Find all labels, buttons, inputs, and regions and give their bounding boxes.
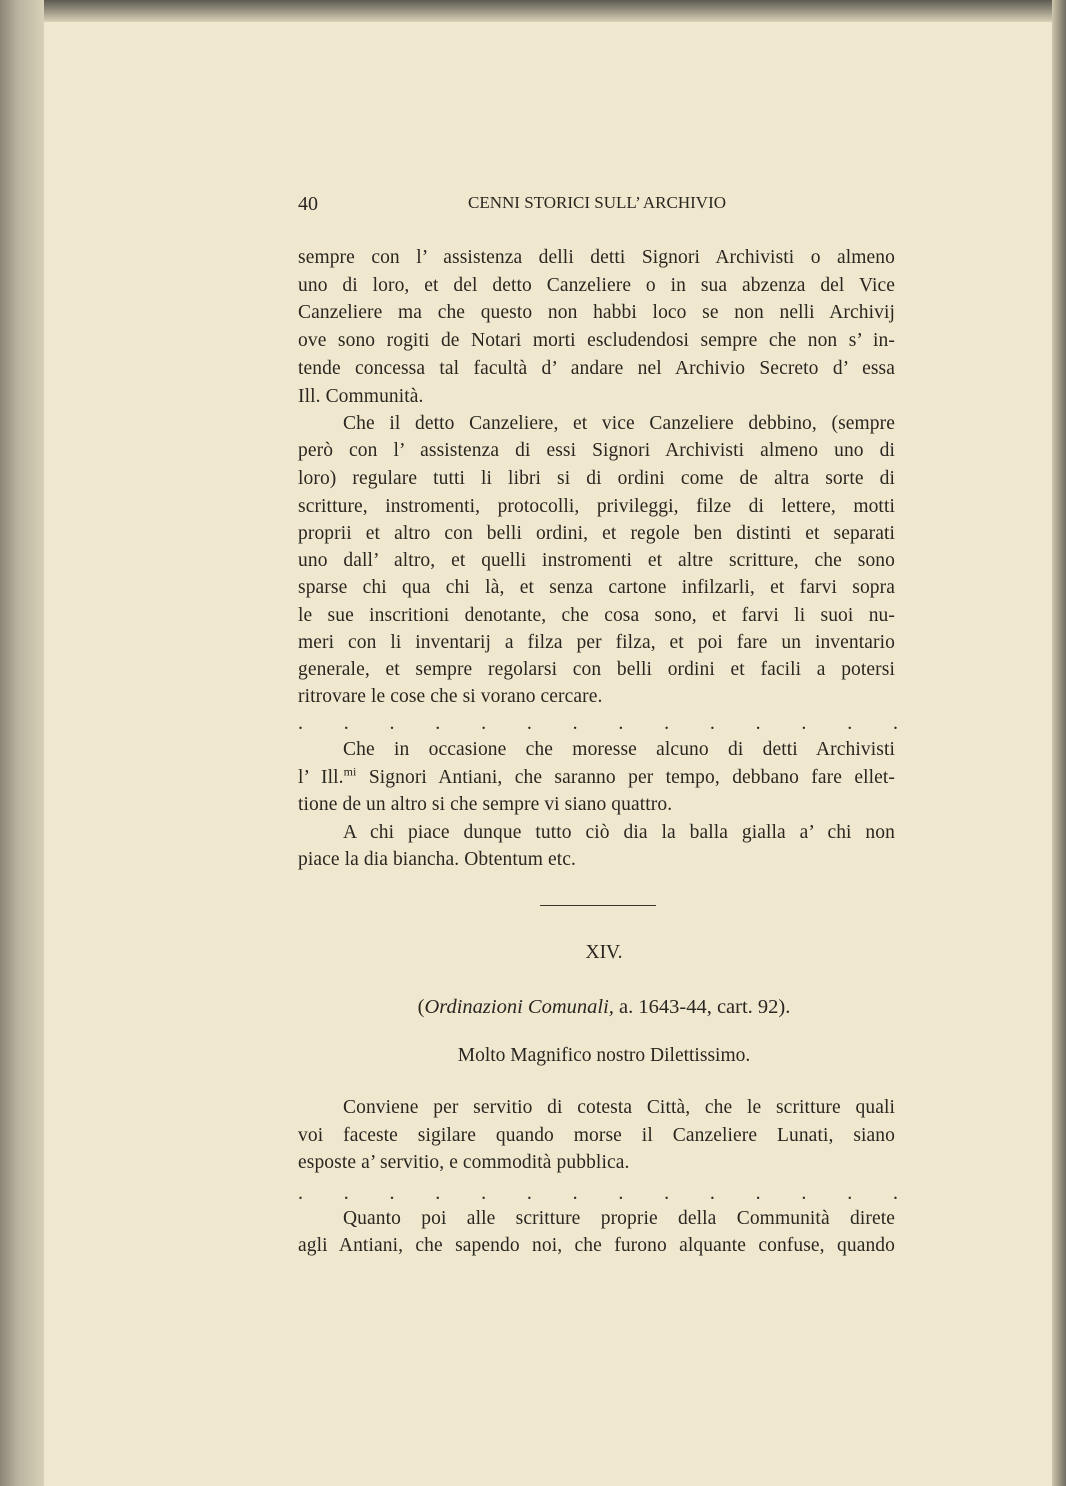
section-divider bbox=[540, 905, 656, 906]
superscript: mi bbox=[343, 764, 357, 779]
text-line: Canzeliere ma che questo non habbi loco se non nelli Archivij bbox=[298, 302, 895, 323]
salutation: Molto Magnifico nostro Dilettissimo. bbox=[457, 1045, 751, 1066]
text-line: sparse chi qua chi là, et senza cartone infilzarli, et farvi sopra bbox=[298, 577, 895, 598]
page-right-edge bbox=[1052, 0, 1066, 1486]
text-line: però con l’ assistenza di essi Signori Archivisti almeno uno di bbox=[298, 440, 895, 461]
text-line: Che il detto Canzeliere, et vice Canzeliere debbino, (sempre bbox=[343, 413, 895, 434]
text-line: Ill. Communità. bbox=[298, 386, 424, 407]
citation-paren: ( bbox=[417, 996, 425, 1018]
binding-edge bbox=[0, 0, 44, 1486]
text-line: tione de un altro si che sempre vi siano quattro. bbox=[298, 794, 673, 815]
text-line: Quanto poi alle scritture proprie della Communità direte bbox=[343, 1208, 895, 1229]
ellipsis-dots: . . . . . . . . . . . . . . bbox=[298, 1182, 898, 1204]
text-line: ritrovare le cose che si vorano cercare. bbox=[298, 686, 603, 707]
text-line: piace la dia biancha. Obtentum etc. bbox=[298, 849, 577, 870]
text-line: Conviene per servitio di cotesta Città, che le scritture quali bbox=[343, 1097, 895, 1118]
text-line: A chi piace dunque tutto ciò dia la balla gialla a’ chi non bbox=[343, 822, 895, 843]
text-line: scritture, instromenti, protocolli, privileggi, filze di lettere, motti bbox=[298, 496, 895, 517]
ellipsis-dots: . . . . . . . . . . . . . . bbox=[298, 712, 898, 734]
text-line: le sue inscritioni denotante, che cosa sono, et farvi li suoi nu- bbox=[298, 605, 895, 626]
text-fragment: l’ Ill. bbox=[298, 767, 344, 788]
page-top-edge bbox=[0, 0, 1066, 22]
text-line: uno dall’ altro, et quelli instromenti et altre scritture, che sono bbox=[298, 550, 895, 571]
text-fragment: Signori Antiani, che saranno per tempo, debbano fare ellet- bbox=[356, 767, 895, 788]
page-number: 40 bbox=[298, 193, 318, 215]
text-line: generale, et sempre regolarsi con belli ordini et facili a potersi bbox=[298, 659, 895, 680]
text-line: sempre con l’ assistenza delli detti Signori Archivisti o almeno bbox=[298, 247, 895, 268]
running-title: CENNI STORICI SULL’ ARCHIVIO bbox=[468, 193, 727, 212]
text-line: proprii et altro con belli ordini, et regole ben distinti et separati bbox=[298, 523, 895, 544]
section-number: XIV. bbox=[585, 942, 623, 963]
text-line: ove sono rogiti de Notari morti escludendosi sempre che non s’ in- bbox=[298, 330, 895, 351]
text-line: Che in occasione che moresse alcuno di detti Archivisti bbox=[343, 739, 895, 760]
text-line: uno di loro, et del detto Canzeliere o in sua abzenza del Vice bbox=[298, 275, 895, 296]
text-line: agli Antiani, che sapendo noi, che furono alquante confuse, quando bbox=[298, 1235, 895, 1256]
text-line: esposte a’ servitio, e commodità pubblica. bbox=[298, 1152, 630, 1173]
text-line: meri con li inventarij a filza per filza, et poi fare un inventario bbox=[298, 632, 895, 653]
source-citation bbox=[298, 995, 910, 1019]
text-line: voi faceste sigilare quando morse il Canzeliere Lunati, siano bbox=[298, 1125, 895, 1146]
citation-title: Ordinazioni Comunali, bbox=[424, 996, 614, 1018]
text-line: tende concessa tal facultà d’ andare nel Archivio Secreto d’ essa bbox=[298, 358, 895, 379]
text-line: loro) regulare tutti li libri si di ordini come de altra sorte di bbox=[298, 468, 895, 489]
text-line bbox=[298, 766, 895, 790]
citation-detail: a. 1643-44, cart. 92). bbox=[613, 996, 791, 1018]
